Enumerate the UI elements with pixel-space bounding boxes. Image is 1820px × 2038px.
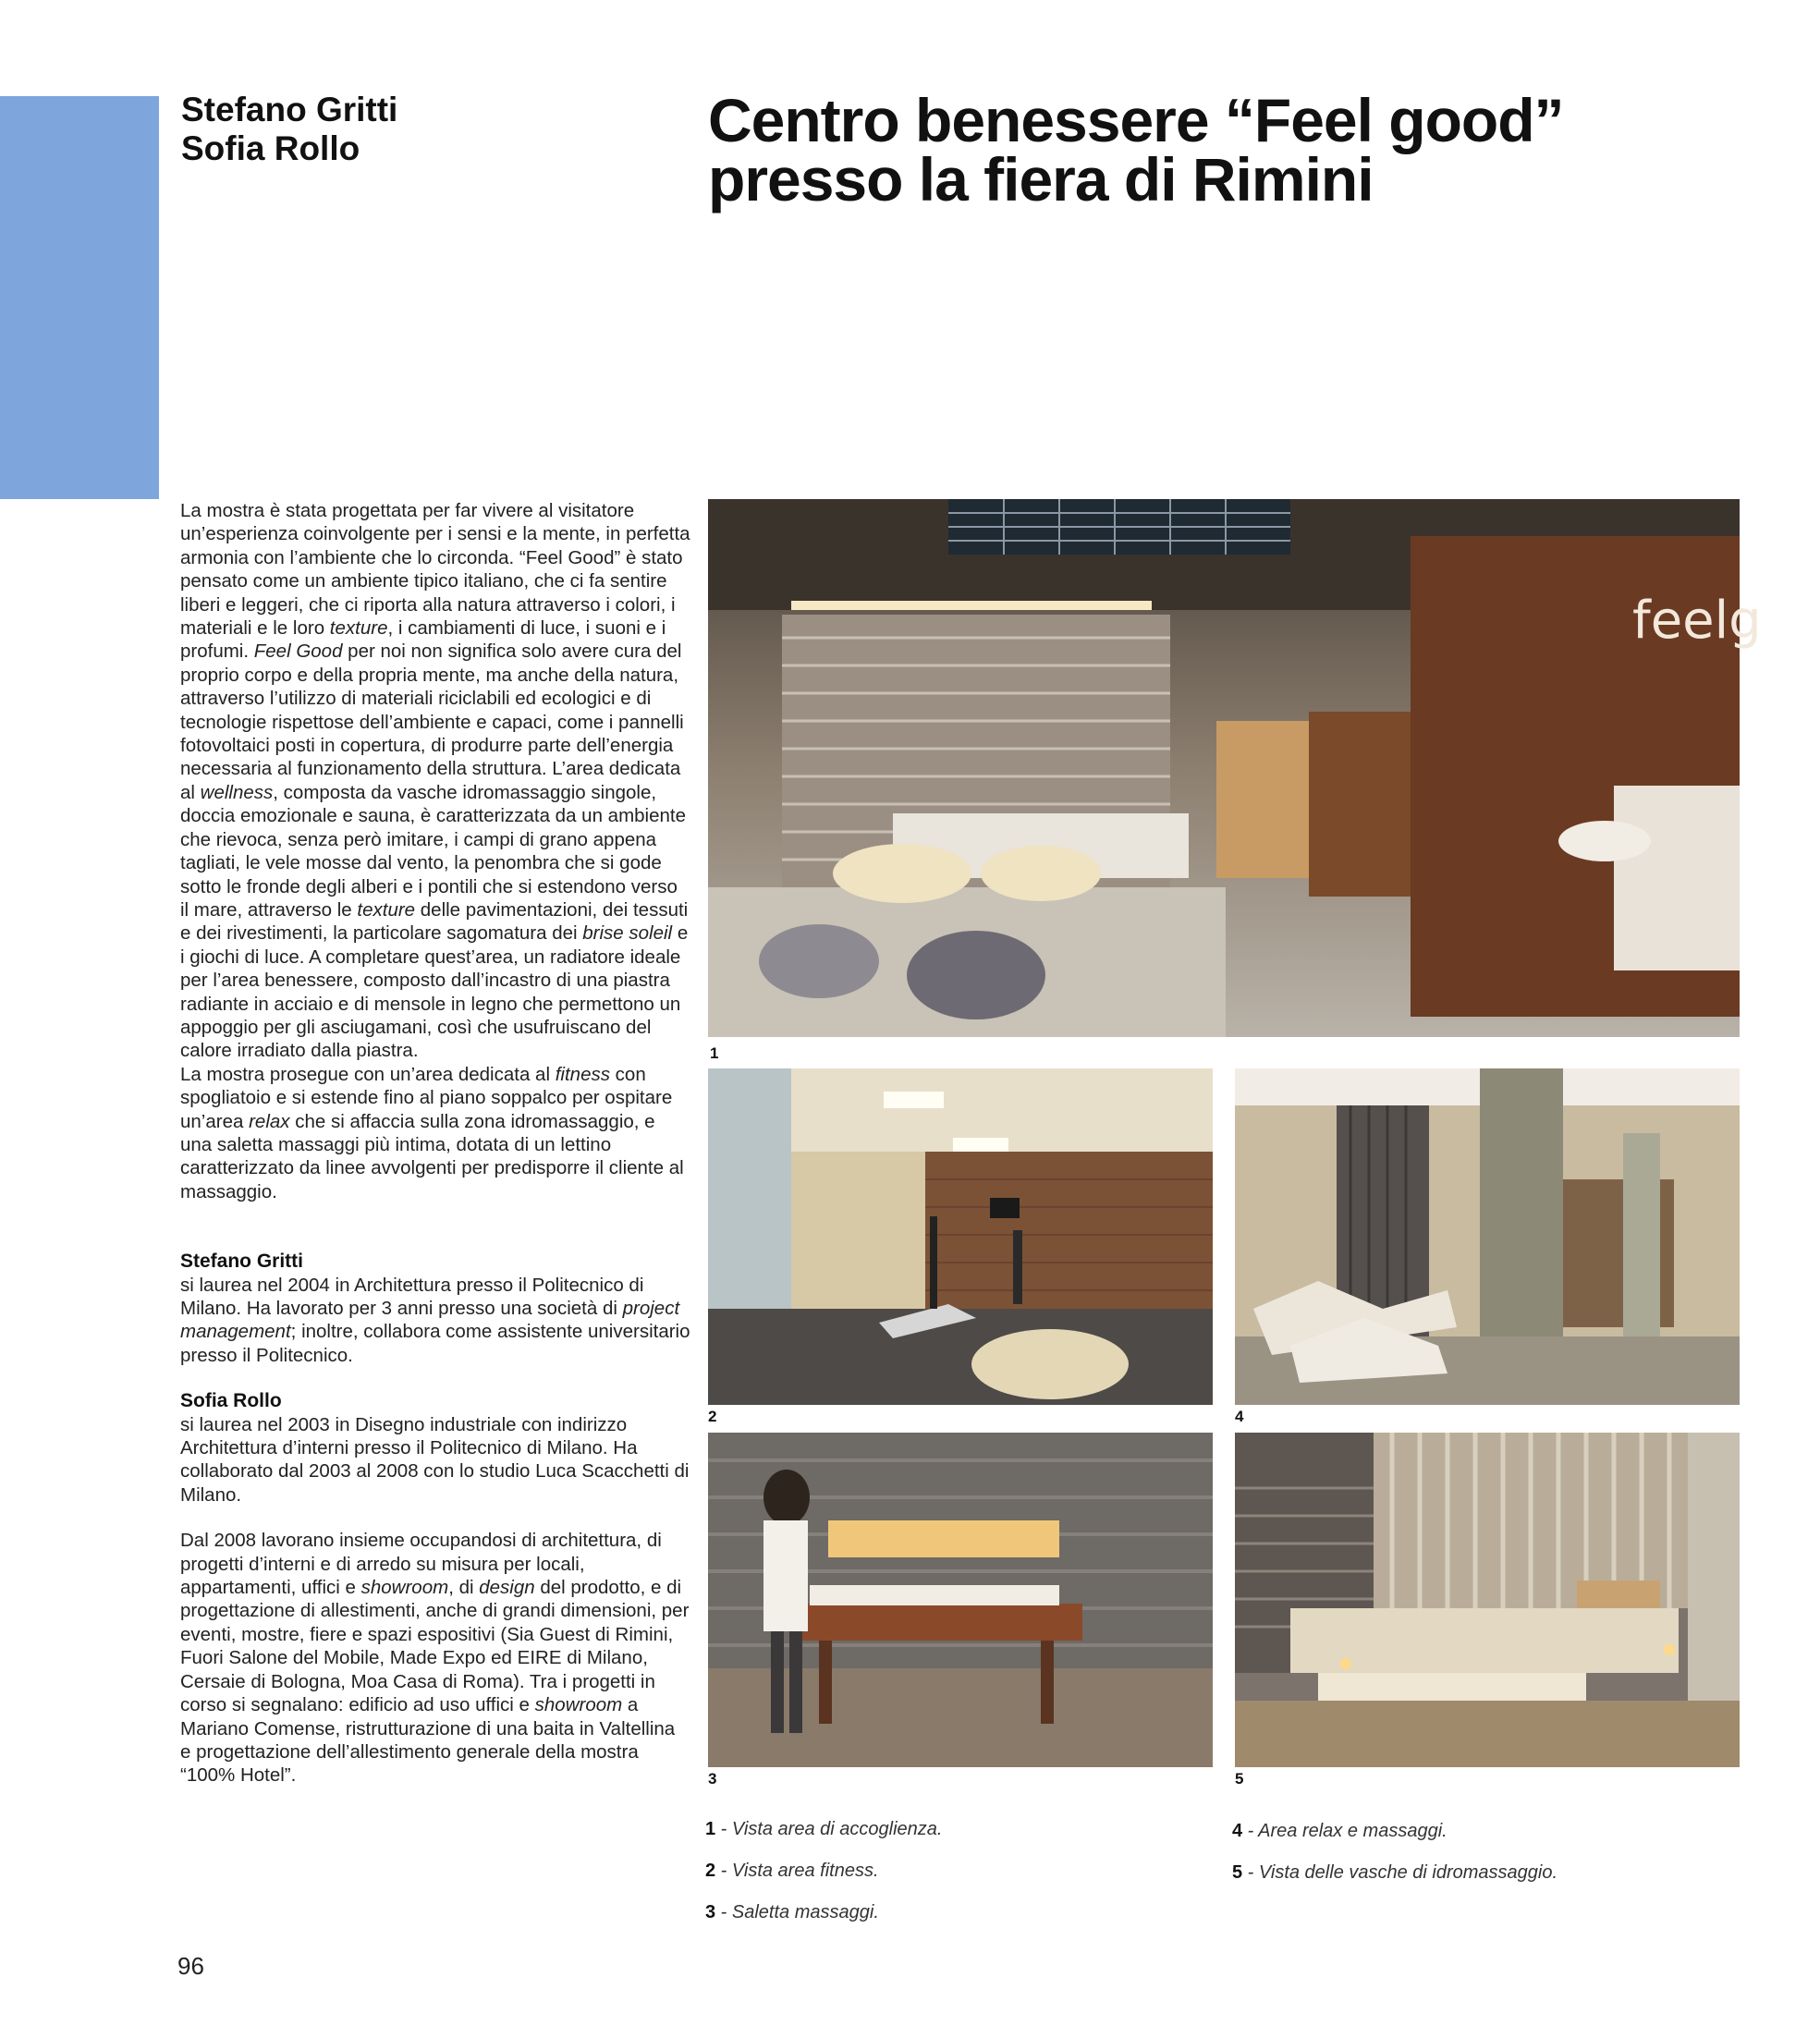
author-name-2: Sofia Rollo <box>181 129 360 167</box>
photo-reception-area <box>708 499 1762 1037</box>
bio-name-gritti: Stefano Gritti <box>180 1251 304 1273</box>
article-body <box>180 499 690 1788</box>
figure-number-4: 4 <box>1235 1408 1244 1425</box>
blue-color-band <box>0 96 159 499</box>
title-line-1: Centro benessere “Feel good” <box>708 86 1564 154</box>
figure-number-1: 1 <box>710 1044 719 1062</box>
photo-hydromassage-tubs <box>1235 1433 1740 1767</box>
bio-name-rollo: Sofia Rollo <box>180 1390 282 1412</box>
figure-number-3: 3 <box>708 1770 717 1788</box>
bio-text-joint: Dal 2008 lavorano insieme occupandosi di architettura, di progetti d’interni e di arredo su misura per locali, appartamenti, uffici e showroom, di design del prodotto, e di progettazione di allestimenti, anche di grandi dimensioni, per eventi, mostre, fiere e spazi espositivi (Sia Guest di Rimini, Fuori Salone del Mobile, Made Expo ed EIRE di Milano, Cersaie di Bologna, Moa Casa di Roma). Tra i progetti in corso si segnalano: edificio ad uso uffici e showroom a Mariano Comense, ristrutturazione di una baita in Valtellina e progettazione dell’allestimento generale della mostra “100% Hotel”. <box>180 1530 690 1787</box>
bio-text-rollo: si laurea nel 2003 in Disegno industriale con indirizzo Architettura d’interni presso il Politecnico di Milano. Ha collaborato dal 2003 al 2008 con lo studio Luca Scacchetti di Milano. <box>180 1413 690 1506</box>
bio-gritti <box>180 1250 690 1367</box>
body-paragraph-2: La mostra prosegue con un’area dedicata al fitness con spogliatoio e si estende fino al piano soppalco per ospitare un’area relax che si affaccia sulla zona idromassaggio, e una saletta massaggi più intima, dotata di un lettino caratterizzato da linee avvolgenti per predisporre il cliente al massaggio. <box>180 1063 684 1202</box>
caption-1: 1 - Vista area di accoglienza. <box>705 1819 943 1839</box>
authors-heading <box>181 91 397 168</box>
feel-good-sign: feelg <box>1632 591 1762 651</box>
bio-text-gritti: si laurea nel 2004 in Architettura presso il Politecnico di Milano. Ha lavorato per 3 anni presso una società di project management; inoltre, collabora come assistente universitario presso il Politecnico. <box>180 1274 690 1366</box>
caption-5: 5 - Vista delle vasche di idromassaggio. <box>1232 1862 1558 1883</box>
caption-2: 2 - Vista area fitness. <box>705 1861 879 1881</box>
bio-rollo <box>180 1389 690 1507</box>
caption-3: 3 - Saletta massaggi. <box>705 1902 879 1922</box>
body-paragraph-1: La mostra è stata progettata per far vivere al visitatore un’esperienza coinvolgente per i sensi e la mente, in perfetta armonia con l’ambiente che lo circonda. “Feel Good” è stato pensato come un ambiente tipico italiano, che ci fa sentire liberi e leggeri, che ci riporta alla natura attraverso i colori, i materiali e le loro texture, i cambiamenti di luce, i suoni e i profumi. Feel Good per noi non significa solo avere cura del proprio corpo e della propria mente, ma anche della natura, attraverso l’utilizzo di materiali riciclabili ed ecologici e di tecnologie rispettose dell’ambiente e capaci, come i pannelli fotovoltaici posti in copertura, di produrre parte dell’energia necessaria al funzionamento della struttura. L’area dedicata al wellness, composta da vasche idromassaggio singole, doccia emozionale e sauna, è caratterizzata da un ambiente che rievoca, senza però imitare, i campi di grano appena tagliati, le vele mosse dal vento, la penombra che si gode sotto le fronde degli alberi e i pontili che si estendono verso il mare, attraverso le texture delle pavimentazioni, dei tessuti e dei rivestimenti, la particolare sagomatura dei brise soleil e i giochi di luce. A completare quest’area, un radiatore ideale per l’area benessere, composto dall’incastro di una piastra radiante in acciaio e di mensole in legno che permettono un appoggio per gli asciugamani, così che usufruiscano del calore irradiato dalla piastra. <box>180 500 690 1062</box>
author-name-1: Stefano Gritti <box>181 91 398 128</box>
photo-relax-area <box>1235 1068 1740 1405</box>
figure-number-2: 2 <box>708 1408 717 1425</box>
title-line-2: presso la fiera di Rimini <box>708 145 1374 214</box>
caption-4: 4 - Area relax e massaggi. <box>1232 1821 1447 1841</box>
figure-number-5: 5 <box>1235 1770 1244 1788</box>
photo-massage-room <box>708 1433 1213 1767</box>
bio-joint <box>180 1529 690 1787</box>
photo-fitness-area <box>708 1068 1213 1405</box>
article-title <box>708 86 1564 214</box>
page-number: 96 <box>177 1952 204 1980</box>
